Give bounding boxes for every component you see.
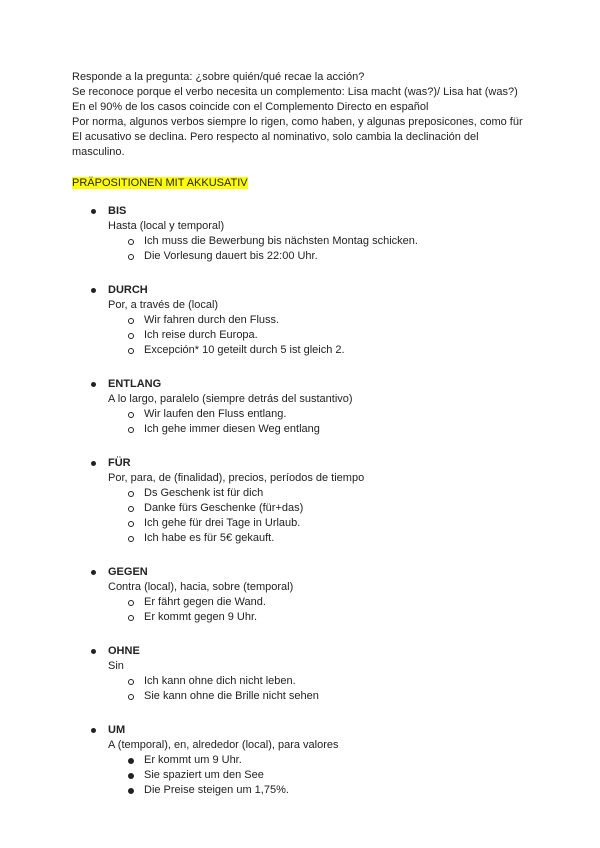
preposition-title: UM — [108, 724, 126, 736]
example-item — [108, 328, 542, 343]
example-item — [108, 313, 542, 328]
example-item — [108, 531, 542, 546]
example-text: Ich gehe immer diesen Weg entlang — [144, 423, 320, 435]
example-item — [108, 501, 542, 516]
intro-line: En el 90% de los casos coincide con el Complemento Directo en español — [72, 101, 429, 113]
hollow-bullet-icon — [128, 348, 134, 354]
bullet-icon — [91, 209, 96, 214]
intro-line: Se reconoce porque el verbo necesita un complemento: Lisa macht (was?)/ Lisa hat (was?) — [72, 86, 518, 98]
preposition-title: GEGEN — [108, 566, 148, 578]
example-item — [108, 768, 542, 783]
example-item — [108, 343, 542, 358]
bullet-icon — [91, 382, 96, 387]
intro-line: El acusativo se declina. Pero respecto al nominativo, solo cambia la declinación del — [72, 131, 479, 143]
example-item — [108, 610, 542, 625]
preposition-meaning: Contra (local), hacia, sobre (temporal) — [108, 581, 294, 593]
example-item — [108, 516, 542, 531]
preposition-item-entlang — [72, 377, 542, 437]
intro-line: Responde a la pregunta: ¿sobre quién/qué recae la acción? — [72, 71, 365, 83]
example-text: Sie kann ohne die Brille nicht sehen — [144, 690, 319, 702]
hollow-bullet-icon — [128, 254, 134, 260]
filled-bullet-icon — [128, 788, 134, 794]
filled-bullet-icon — [128, 758, 134, 764]
bullet-icon — [91, 288, 96, 293]
example-list — [108, 313, 542, 358]
example-item — [108, 783, 542, 798]
example-list — [108, 595, 542, 625]
hollow-bullet-icon — [128, 615, 134, 621]
document-page — [72, 70, 542, 817]
hollow-bullet-icon — [128, 536, 134, 542]
example-item — [108, 249, 542, 264]
preposition-item-durch — [72, 283, 542, 358]
preposition-meaning: Por, a través de (local) — [108, 299, 219, 311]
example-text: Die Vorlesung dauert bis 22:00 Uhr. — [144, 250, 318, 262]
example-text: Danke fürs Geschenke (für+das) — [144, 502, 304, 514]
preposition-title: BIS — [108, 205, 127, 217]
preposition-meaning: A (temporal), en, alrededor (local), para valores — [108, 739, 339, 751]
example-text: Excepción* 10 geteilt durch 5 ist gleich 2. — [144, 344, 345, 356]
preposition-meaning: Hasta (local y temporal) — [108, 220, 225, 232]
example-text: Er fährt gegen die Wand. — [144, 596, 266, 608]
example-item — [108, 422, 542, 437]
hollow-bullet-icon — [128, 333, 134, 339]
example-item — [108, 595, 542, 610]
highlighted-heading-text: PRÄPOSITIONEN MIT AKKUSATIV — [72, 177, 248, 189]
bullet-icon — [91, 728, 96, 733]
preposition-item-gegen — [72, 565, 542, 625]
example-list — [108, 407, 542, 437]
example-list — [108, 753, 542, 798]
example-text: Ich gehe für drei Tage in Urlaub. — [144, 517, 301, 529]
preposition-title: FÜR — [108, 457, 131, 469]
preposition-title: DURCH — [108, 284, 148, 296]
preposition-title: OHNE — [108, 645, 140, 657]
hollow-bullet-icon — [128, 318, 134, 324]
example-text: Ich kann ohne dich nicht leben. — [144, 675, 296, 687]
preposition-item-für — [72, 456, 542, 546]
example-text: Ich muss die Bewerbung bis nächsten Montag schicken. — [144, 235, 418, 247]
example-text: Ds Geschenk ist für dich — [144, 487, 264, 499]
preposition-meaning: A lo largo, paralelo (siempre detrás del sustantivo) — [108, 393, 353, 405]
preposition-list — [72, 204, 542, 798]
example-list — [108, 486, 542, 546]
example-text: Die Preise steigen um 1,75%. — [144, 784, 289, 796]
preposition-title: ENTLANG — [108, 378, 162, 390]
section-heading — [72, 176, 542, 191]
hollow-bullet-icon — [128, 239, 134, 245]
filled-bullet-icon — [128, 773, 134, 779]
example-item — [108, 689, 542, 704]
example-text: Er kommt um 9 Uhr. — [144, 754, 242, 766]
example-text: Ich habe es für 5€ gekauft. — [144, 532, 275, 544]
example-text: Er kommt gegen 9 Uhr. — [144, 611, 258, 623]
preposition-item-ohne — [72, 644, 542, 704]
intro-paragraph — [72, 70, 542, 160]
preposition-meaning: Sin — [108, 660, 124, 672]
example-item — [108, 753, 542, 768]
preposition-item-bis — [72, 204, 542, 264]
hollow-bullet-icon — [128, 521, 134, 527]
example-item — [108, 407, 542, 422]
example-text: Wir fahren durch den Fluss. — [144, 314, 280, 326]
example-item — [108, 234, 542, 249]
hollow-bullet-icon — [128, 506, 134, 512]
hollow-bullet-icon — [128, 679, 134, 685]
example-item — [108, 674, 542, 689]
hollow-bullet-icon — [128, 694, 134, 700]
bullet-icon — [91, 570, 96, 575]
example-list — [108, 234, 542, 264]
hollow-bullet-icon — [128, 427, 134, 433]
intro-line: Por norma, algunos verbos siempre lo rigen, como haben, y algunas preposicones, como für — [72, 116, 523, 128]
preposition-item-um — [72, 723, 542, 798]
example-item — [108, 486, 542, 501]
bullet-icon — [91, 649, 96, 654]
preposition-meaning: Por, para, de (finalidad), precios, períodos de tiempo — [108, 472, 365, 484]
intro-line: masculino. — [72, 146, 125, 158]
hollow-bullet-icon — [128, 491, 134, 497]
example-text: Ich reise durch Europa. — [144, 329, 258, 341]
example-list — [108, 674, 542, 704]
hollow-bullet-icon — [128, 600, 134, 606]
example-text: Wir laufen den Fluss entlang. — [144, 408, 287, 420]
example-text: Sie spaziert um den See — [144, 769, 264, 781]
hollow-bullet-icon — [128, 412, 134, 418]
bullet-icon — [91, 461, 96, 466]
